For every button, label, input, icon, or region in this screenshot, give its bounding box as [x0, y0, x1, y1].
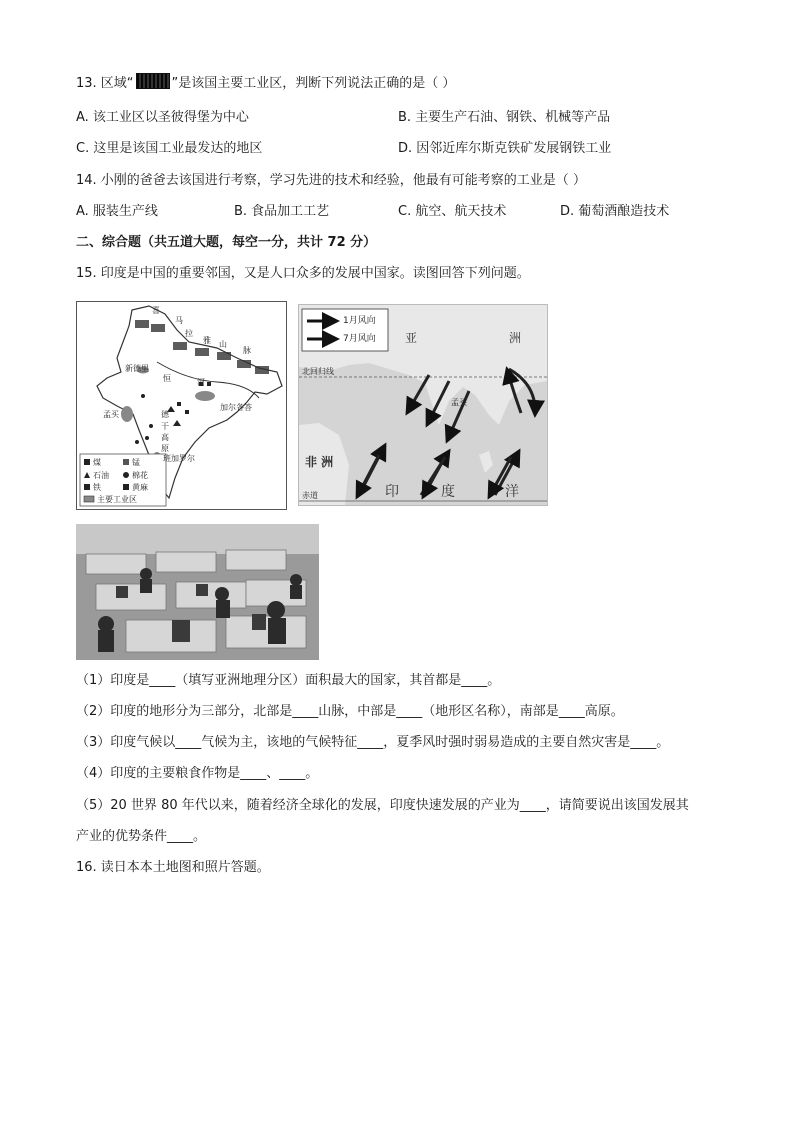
- label-ya: 雅: [203, 336, 211, 345]
- q13-option-a: A. 该工业区以圣彼得堡为中心: [76, 110, 249, 125]
- monsoon-wind-map: [298, 304, 548, 506]
- label-newdelhi: 新德里: [125, 364, 149, 373]
- q15-part-4: （4）印度的主要粮食作物是____、____。: [76, 766, 319, 781]
- q14-option-a: A. 服装生产线: [76, 204, 158, 219]
- q14-stem: 14. 小刚的爸爸去该国进行考察，学习先进的技术和经验，他最有可能考察的工业是（ ）: [76, 173, 586, 188]
- q15-part-3: （3）印度气候以____气候为主，该地的气候特征____，夏季风时强时弱易造成的主要自然灾害是____。: [76, 735, 670, 750]
- india-resource-map: [76, 301, 287, 510]
- legend-cotton: 棉花: [132, 471, 148, 480]
- label-heng: 恒: [163, 374, 171, 383]
- label-ocean-3: 洋: [505, 484, 519, 500]
- q15-part-5a: （5）20 世界 80 年代以来，随着经济全球化的发展，印度快速发展的产业为____，请简要说出该国发展其: [76, 798, 689, 813]
- legend-jan-wind: 1月风向: [343, 316, 376, 326]
- label-ma: 马: [175, 316, 183, 325]
- q13-prefix: 13. 区域“: [76, 76, 134, 91]
- label-gan: 干: [161, 422, 169, 431]
- legend-jul-wind: 7月风向: [343, 334, 376, 344]
- label-asia-1: 亚: [405, 331, 418, 345]
- label-asia-2: 洲: [509, 331, 522, 345]
- office-scene-svg: [76, 524, 319, 660]
- q14-option-b: B. 食品加工工艺: [234, 204, 330, 219]
- label-xi: 喜: [152, 306, 160, 315]
- label-mumbai-wind: 孟买: [451, 398, 467, 407]
- label-ocean-1: 印: [385, 484, 399, 500]
- label-la: 拉: [185, 329, 193, 338]
- q15-part-2: （2）印度的地形分为三部分，北部是____山脉，中部是____（地形区名称），南部是____高原。: [76, 704, 624, 719]
- q16-stem: 16. 读日本本土地图和照片答题。: [76, 860, 270, 875]
- section-2-heading: 二、综合题（共五道大题，每空一分，共计 72 分）: [76, 235, 377, 250]
- label-de: 德: [161, 410, 169, 419]
- legend-oil: 石油: [93, 471, 109, 480]
- q15-part-5b: 产业的优势条件____。: [76, 829, 207, 844]
- label-equator: 赤道: [302, 491, 318, 500]
- label-he: 河: [197, 378, 205, 387]
- label-bangalore: 班加罗尔: [163, 454, 195, 463]
- call-center-photo: [76, 524, 319, 660]
- legend-jute: 黄麻: [132, 483, 148, 492]
- q13-option-b: B. 主要生产石油、钢铁、机械等产品: [398, 110, 611, 125]
- q15-part-1: （1）印度是____（填写亚洲地理分区）面积最大的国家，其首都是____。: [76, 673, 501, 688]
- label-mumbai: 孟买: [103, 410, 119, 419]
- label-shan: 山: [219, 340, 227, 349]
- label-ocean-2: 度: [441, 484, 455, 500]
- label-mai: 脉: [243, 346, 251, 355]
- q14-option-d: D. 葡萄酒酿造技术: [560, 204, 670, 219]
- q13-option-c: C. 这里是该国工业最发达的地区: [76, 141, 263, 156]
- legend-coal: 煤: [93, 458, 101, 467]
- q13-suffix: ”是该国主要工业区，判断下列说法正确的是（ ）: [171, 76, 456, 91]
- q14-option-c: C. 航空、航天技术: [398, 204, 507, 219]
- q13-stem: [76, 73, 455, 93]
- q13-option-d: D. 因邻近库尔斯克铁矿发展钢铁工业: [398, 141, 612, 156]
- industrial-area-swatch-icon: [136, 73, 170, 89]
- label-yuan: 原: [161, 444, 169, 453]
- legend-industrial: 主要工业区: [97, 495, 137, 504]
- label-gao: 高: [161, 433, 169, 442]
- label-kolkata: 加尔各答: [220, 403, 252, 412]
- label-tropic: 北回归线: [302, 367, 334, 376]
- label-africa: 非 洲: [305, 455, 334, 469]
- legend-iron: 铁: [93, 483, 101, 492]
- q15-stem: 15. 印度是中国的重要邻国，又是人口众多的发展中国家。读图回答下列问题。: [76, 266, 530, 281]
- legend-manganese: 锰: [132, 458, 140, 467]
